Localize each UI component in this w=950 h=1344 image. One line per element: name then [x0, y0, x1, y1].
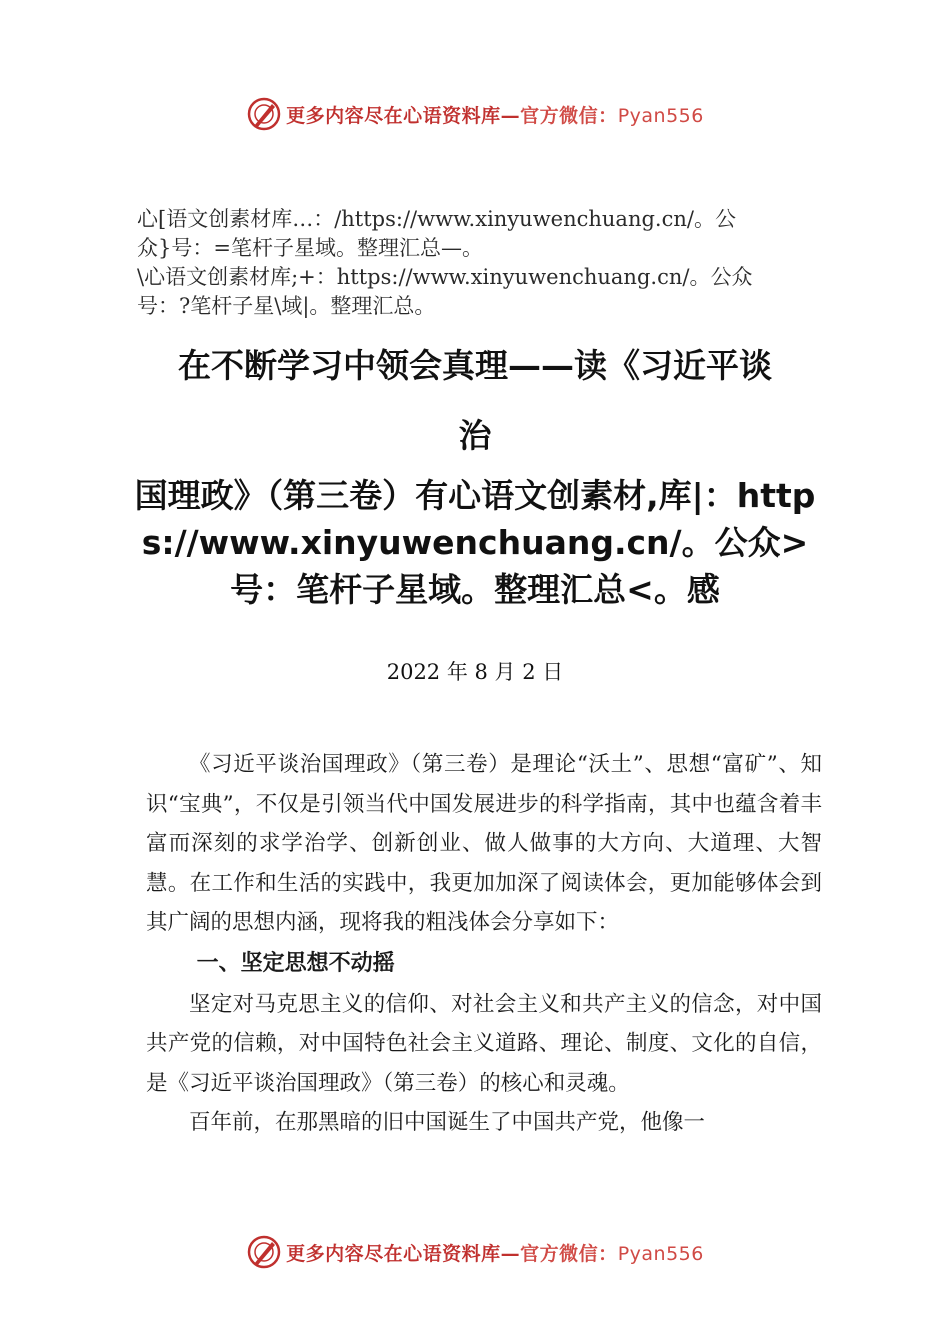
title-line-2: 治 — [458, 416, 492, 455]
document-title — [120, 340, 830, 613]
banner-text: 更多内容尽在心语资料库—官方微信：Pyan556 — [286, 1242, 704, 1265]
section-heading: 一、坚定思想不动摇 — [196, 950, 395, 976]
document-body — [146, 745, 822, 1143]
document-date: 2022 年 8 月 2 日 — [386, 660, 564, 684]
title-line-3: 国理政》（第三卷）有心语文创素材,库|：https://www.xinyuwenchuang.cn/。公众>号：笔杆子星域。整理汇总<。感 — [134, 476, 816, 609]
watermark-line: 号：?笔杆子星\域|。整理汇总。 — [137, 294, 436, 318]
paragraph: 百年前，在那黑暗的旧中国诞生了中国共产党，他像一 — [189, 1110, 706, 1135]
watermark-line: 心[语文创素材库…：/https://www.xinyuwenchuang.cn/。公 — [137, 207, 736, 231]
paragraph-intro: 《习近平谈治国理政》（第三卷）是理论“沃土”、思想“富矿”、知识“宝典”，不仅是引领当代中国发展进步的科学指南，其中也蕴含着丰富而深刻的求学治学、创新创业、做人做事的大方向、大道理、大智慧。在工作和生活的实践中，我更加加深了阅读体会，更加能够体会到其广阔的思想内涵，现将我的粗浅体会分享如下： — [146, 752, 822, 935]
footer-banner — [0, 1232, 950, 1272]
watermark-text — [137, 205, 842, 321]
banner-text: 更多内容尽在心语资料库—官方微信：Pyan556 — [286, 104, 704, 127]
watermark-line: \心语文创素材库;+：https://www.xinyuwenchuang.cn/。公众 — [137, 265, 753, 289]
paragraph: 坚定对马克思主义的信仰、对社会主义和共产主义的信念，对中国共产党的信赖，对中国特色社会主义道路、理论、制度、文化的自信，是《习近平谈治国理政》（第三卷）的核心和灵魂。 — [146, 991, 822, 1096]
pen-logo-icon — [246, 96, 282, 132]
header-banner — [0, 94, 950, 134]
watermark-line: 众}号：=笔杆子星域。整理汇总—。 — [137, 236, 483, 260]
pen-logo-icon — [246, 1234, 282, 1270]
title-line-1: 在不断学习中领会真理——读《习近平谈 — [178, 346, 772, 385]
